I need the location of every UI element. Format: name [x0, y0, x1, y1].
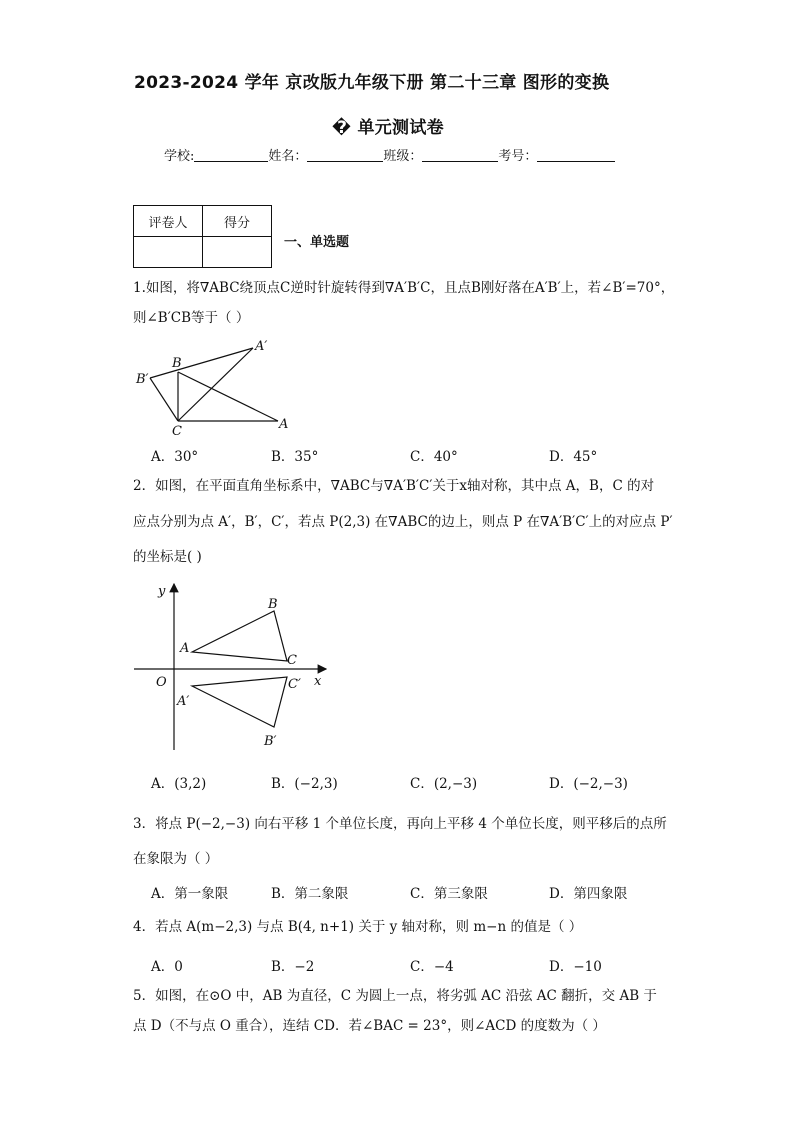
q2-line2: 应点分别为点 A′，B′，C′，若点 P(2,3) 在∇ABC的边上，则点 P 在∇A′B′C′上的对应点 P′ [133, 514, 673, 530]
q1-segment-b1c [150, 378, 178, 421]
school-blank[interactable] [194, 147, 268, 162]
missing-glyph-icon: � [332, 118, 352, 138]
class-label: 班级： [383, 149, 423, 164]
grader-header: 评卷人 [134, 206, 203, 237]
q3-option-b[interactable]: B．第二象限 [271, 886, 349, 902]
q3-option-a[interactable]: A．第一象限 [151, 886, 229, 902]
q1-label-b: B [172, 356, 182, 371]
q1-label-b-prime: B′ [136, 372, 149, 387]
number-blank[interactable] [537, 147, 615, 162]
score-header: 得分 [203, 206, 272, 237]
q2-coordinate-figure [130, 578, 335, 756]
q5-line2: 点 D（不与点 O 重合），连结 CD．若∠BAC = 23°，则∠ACD 的度数为（ ） [133, 1018, 606, 1034]
q2-label-c: C [287, 653, 297, 668]
q2-label-b-prime: B′ [264, 734, 277, 749]
q1-option-b[interactable]: B．35° [271, 449, 319, 465]
grader-cell[interactable] [134, 237, 203, 268]
name-blank[interactable] [307, 147, 383, 162]
q1-option-c[interactable]: C．40° [410, 449, 458, 465]
school-label: 学校: [164, 149, 195, 164]
q1-label-a: A [279, 417, 289, 432]
q4-option-a[interactable]: A．0 [151, 959, 183, 975]
q3-line1: 3．将点 P(−2,−3) 向右平移 1 个单位长度，再向上平移 4 个单位长度，则平移后的点所 [133, 816, 667, 832]
q1-figure [128, 335, 298, 439]
q4-option-b[interactable]: B．−2 [271, 959, 315, 975]
q2-label-x: x [314, 674, 322, 689]
number-label: 考号： [498, 149, 538, 164]
q5-line1: 5．如图，在⊙O 中，AB 为直径，C 为圆上一点，将劣弧 AC 沿弦 AC 翻折，交 AB 于 [133, 988, 657, 1004]
q2-label-a-prime: A′ [177, 694, 190, 709]
score-cell[interactable] [203, 237, 272, 268]
q1-option-d[interactable]: D．45° [549, 449, 598, 465]
q2-label-b: B [268, 597, 278, 612]
q1-line2: 则∠B′CB等于（ ） [133, 310, 250, 326]
exam-subtitle: 单元测试卷 [351, 118, 444, 138]
q4-option-c[interactable]: C．−4 [410, 959, 454, 975]
q2-line3: 的坐标是( ) [133, 549, 202, 565]
q2-option-c[interactable]: C．(2,−3) [410, 776, 478, 792]
section-title: 一、单选题 [284, 235, 350, 250]
class-blank[interactable] [422, 147, 498, 162]
exam-title-line2 [332, 113, 444, 138]
score-table [133, 205, 272, 268]
q2-label-a: A [180, 641, 190, 656]
q4-option-d[interactable]: D．−10 [549, 959, 602, 975]
q1-option-a[interactable]: A．30° [151, 449, 199, 465]
student-info-row [164, 145, 615, 164]
q2-line1: 2．如图，在平面直角坐标系中，∇ABC与∇A′B′C′关于x轴对称，其中点 A，B，C 的对 [133, 478, 655, 494]
q2-option-d[interactable]: D．(−2,−3) [549, 776, 628, 792]
q4-line1: 4．若点 A(m−2,3) 与点 B(4, n+1) 关于 y 轴对称，则 m−n 的值是（ ） [133, 919, 583, 935]
q1-label-a-prime: A′ [255, 339, 268, 354]
q1-line1: 1.如图，将∇ABC绕顶点C逆时针旋转得到∇A′B′C，且点B刚好落在A′B′上，若∠B′=70°， [133, 280, 675, 296]
q2-option-b[interactable]: B．(−2,3) [271, 776, 338, 792]
q3-option-d[interactable]: D．第四象限 [549, 886, 628, 902]
q2-option-a[interactable]: A．(3,2) [151, 776, 207, 792]
q3-option-c[interactable]: C．第三象限 [410, 886, 488, 902]
q1-segment-ba [178, 372, 278, 421]
q2-triangle-abc [192, 611, 287, 661]
q1-label-c: C [172, 424, 182, 439]
q2-label-y: y [158, 584, 166, 599]
q2-label-c-prime: C′ [288, 677, 301, 692]
q2-label-o: O [156, 675, 167, 690]
name-label: 姓名： [268, 149, 308, 164]
q2-triangle-a1b1c1 [192, 677, 287, 727]
exam-title-line1: 2023-2024 学年 京改版九年级下册 第二十三章 图形的变换 [134, 73, 610, 93]
q3-line2: 在象限为（ ） [133, 851, 219, 867]
